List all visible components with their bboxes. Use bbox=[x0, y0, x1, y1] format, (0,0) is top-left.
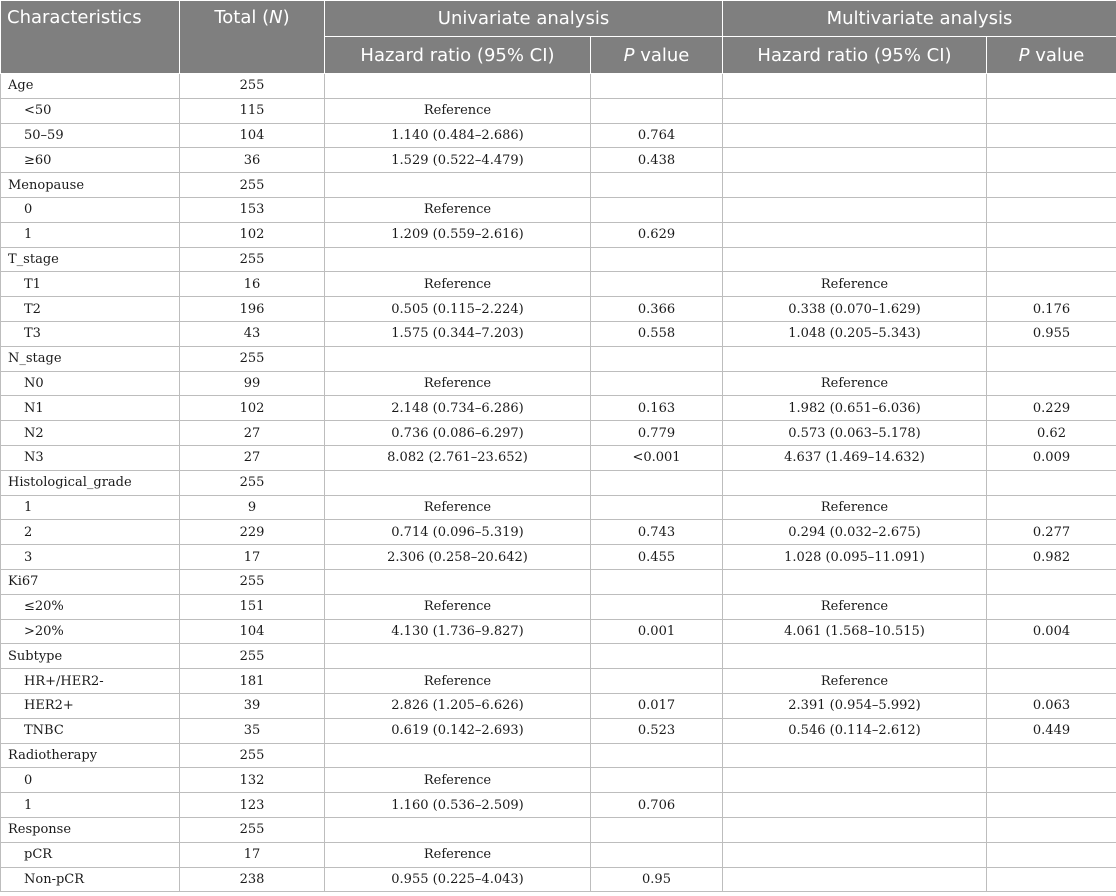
total-cell: 181 bbox=[180, 669, 325, 694]
univariate-p-cell: 0.366 bbox=[591, 297, 723, 322]
row-label: 50–59 bbox=[1, 123, 180, 148]
row-label: N1 bbox=[1, 396, 180, 421]
total-cell: 151 bbox=[180, 594, 325, 619]
row-label: Ki67 bbox=[1, 569, 180, 594]
total-cell: 102 bbox=[180, 396, 325, 421]
univariate-hr-cell: Reference bbox=[325, 197, 591, 222]
total-cell: 27 bbox=[180, 445, 325, 470]
header-univariate: Univariate analysis bbox=[325, 1, 723, 37]
total-cell: 39 bbox=[180, 693, 325, 718]
multivariate-p-cell bbox=[987, 867, 1116, 892]
table-row bbox=[1, 173, 1116, 198]
row-label: 1 bbox=[1, 495, 180, 520]
total-cell: 102 bbox=[180, 222, 325, 247]
multivariate-p-cell bbox=[987, 768, 1116, 793]
row-label: HR+/HER2- bbox=[1, 669, 180, 694]
table-row bbox=[1, 346, 1116, 371]
multivariate-p-cell bbox=[987, 123, 1116, 148]
univariate-p-cell bbox=[591, 371, 723, 396]
total-cell: 229 bbox=[180, 520, 325, 545]
row-label: Subtype bbox=[1, 644, 180, 669]
multivariate-hr-cell bbox=[723, 346, 987, 371]
table-row bbox=[1, 222, 1116, 247]
univariate-hr-cell bbox=[325, 817, 591, 842]
header-multivariate: Multivariate analysis bbox=[723, 1, 1116, 37]
table-row bbox=[1, 98, 1116, 123]
total-cell: 255 bbox=[180, 569, 325, 594]
multivariate-p-cell bbox=[987, 669, 1116, 694]
multivariate-hr-cell bbox=[723, 148, 987, 173]
univariate-hr-cell: Reference bbox=[325, 371, 591, 396]
multivariate-hr-cell bbox=[723, 470, 987, 495]
multivariate-p-cell bbox=[987, 793, 1116, 818]
univariate-p-cell bbox=[591, 74, 723, 99]
multivariate-p-cell bbox=[987, 470, 1116, 495]
multivariate-p-cell: 0.063 bbox=[987, 693, 1116, 718]
row-label: N2 bbox=[1, 421, 180, 446]
table-row bbox=[1, 545, 1116, 570]
multivariate-p-cell bbox=[987, 173, 1116, 198]
table-row bbox=[1, 693, 1116, 718]
row-label: 1 bbox=[1, 793, 180, 818]
univariate-p-cell bbox=[591, 817, 723, 842]
table-row bbox=[1, 247, 1116, 272]
header-uni-hazard-ratio: Hazard ratio (95% CI) bbox=[325, 37, 591, 74]
header-multi-p-value: P value bbox=[987, 37, 1116, 74]
multivariate-p-cell: 0.982 bbox=[987, 545, 1116, 570]
table-row bbox=[1, 321, 1116, 346]
univariate-p-cell: 0.017 bbox=[591, 693, 723, 718]
multivariate-p-cell bbox=[987, 74, 1116, 99]
univariate-p-cell: 0.95 bbox=[591, 867, 723, 892]
row-label: N_stage bbox=[1, 346, 180, 371]
multivariate-hr-cell: Reference bbox=[723, 594, 987, 619]
table-row bbox=[1, 297, 1116, 322]
univariate-hr-cell bbox=[325, 346, 591, 371]
row-label: ≥60 bbox=[1, 148, 180, 173]
multivariate-p-cell: 0.449 bbox=[987, 718, 1116, 743]
multivariate-hr-cell bbox=[723, 768, 987, 793]
table-row bbox=[1, 743, 1116, 768]
multivariate-p-cell bbox=[987, 197, 1116, 222]
total-cell: 255 bbox=[180, 644, 325, 669]
total-cell: 17 bbox=[180, 545, 325, 570]
univariate-p-cell bbox=[591, 247, 723, 272]
multivariate-hr-cell bbox=[723, 222, 987, 247]
row-label: ≤20% bbox=[1, 594, 180, 619]
multivariate-hr-cell: 4.061 (1.568–10.515) bbox=[723, 619, 987, 644]
univariate-p-cell bbox=[591, 644, 723, 669]
univariate-p-cell bbox=[591, 768, 723, 793]
multivariate-hr-cell: Reference bbox=[723, 495, 987, 520]
table-row bbox=[1, 867, 1116, 892]
table-row bbox=[1, 718, 1116, 743]
row-label: T2 bbox=[1, 297, 180, 322]
multivariate-hr-cell bbox=[723, 123, 987, 148]
multivariate-p-cell: 0.176 bbox=[987, 297, 1116, 322]
univariate-p-cell: 0.438 bbox=[591, 148, 723, 173]
multivariate-hr-cell: 4.637 (1.469–14.632) bbox=[723, 445, 987, 470]
row-label: T_stage bbox=[1, 247, 180, 272]
multivariate-hr-cell: Reference bbox=[723, 669, 987, 694]
univariate-hr-cell: Reference bbox=[325, 272, 591, 297]
row-label: TNBC bbox=[1, 718, 180, 743]
univariate-p-cell bbox=[591, 346, 723, 371]
univariate-p-cell: 0.706 bbox=[591, 793, 723, 818]
multivariate-hr-cell bbox=[723, 644, 987, 669]
table-body bbox=[1, 74, 1116, 892]
table-row bbox=[1, 74, 1116, 99]
table-row bbox=[1, 197, 1116, 222]
multivariate-hr-cell bbox=[723, 842, 987, 867]
multivariate-p-cell bbox=[987, 247, 1116, 272]
table-row bbox=[1, 421, 1116, 446]
total-cell: 255 bbox=[180, 346, 325, 371]
multivariate-p-cell bbox=[987, 495, 1116, 520]
table-row bbox=[1, 768, 1116, 793]
univariate-p-cell bbox=[591, 98, 723, 123]
multivariate-p-cell bbox=[987, 743, 1116, 768]
row-label: 0 bbox=[1, 768, 180, 793]
table-row bbox=[1, 396, 1116, 421]
total-cell: 16 bbox=[180, 272, 325, 297]
header-multi-hazard-ratio: Hazard ratio (95% CI) bbox=[723, 37, 987, 74]
row-label: Histological_grade bbox=[1, 470, 180, 495]
multivariate-p-cell bbox=[987, 98, 1116, 123]
table-row bbox=[1, 793, 1116, 818]
multivariate-hr-cell bbox=[723, 247, 987, 272]
total-cell: 27 bbox=[180, 421, 325, 446]
multivariate-p-cell bbox=[987, 594, 1116, 619]
row-label: 2 bbox=[1, 520, 180, 545]
multivariate-hr-cell bbox=[723, 867, 987, 892]
multivariate-hr-cell: 1.048 (0.205–5.343) bbox=[723, 321, 987, 346]
univariate-hr-cell: Reference bbox=[325, 768, 591, 793]
multivariate-hr-cell bbox=[723, 173, 987, 198]
univariate-p-cell: 0.523 bbox=[591, 718, 723, 743]
header-total: Total (N) bbox=[180, 1, 325, 74]
univariate-hr-cell: Reference bbox=[325, 842, 591, 867]
total-cell: 99 bbox=[180, 371, 325, 396]
row-label: pCR bbox=[1, 842, 180, 867]
univariate-p-cell: 0.779 bbox=[591, 421, 723, 446]
multivariate-p-cell bbox=[987, 371, 1116, 396]
table-row bbox=[1, 520, 1116, 545]
table-row bbox=[1, 445, 1116, 470]
multivariate-hr-cell: Reference bbox=[723, 371, 987, 396]
total-cell: 104 bbox=[180, 123, 325, 148]
univariate-p-cell bbox=[591, 669, 723, 694]
row-label: 1 bbox=[1, 222, 180, 247]
univariate-p-cell: 0.163 bbox=[591, 396, 723, 421]
multivariate-p-cell bbox=[987, 222, 1116, 247]
univariate-p-cell bbox=[591, 197, 723, 222]
total-cell: 104 bbox=[180, 619, 325, 644]
total-cell: 123 bbox=[180, 793, 325, 818]
univariate-hr-cell: Reference bbox=[325, 669, 591, 694]
multivariate-hr-cell: 0.338 (0.070–1.629) bbox=[723, 297, 987, 322]
table-row bbox=[1, 123, 1116, 148]
multivariate-hr-cell bbox=[723, 197, 987, 222]
row-label: T1 bbox=[1, 272, 180, 297]
multivariate-p-cell: 0.004 bbox=[987, 619, 1116, 644]
table-row bbox=[1, 619, 1116, 644]
multivariate-hr-cell: 2.391 (0.954–5.992) bbox=[723, 693, 987, 718]
multivariate-p-cell: 0.229 bbox=[987, 396, 1116, 421]
total-cell: 153 bbox=[180, 197, 325, 222]
multivariate-hr-cell bbox=[723, 793, 987, 818]
multivariate-p-cell: 0.955 bbox=[987, 321, 1116, 346]
univariate-p-cell bbox=[591, 173, 723, 198]
univariate-hr-cell bbox=[325, 74, 591, 99]
table-row bbox=[1, 669, 1116, 694]
univariate-hr-cell bbox=[325, 470, 591, 495]
row-label: N3 bbox=[1, 445, 180, 470]
total-cell: 17 bbox=[180, 842, 325, 867]
multivariate-p-cell bbox=[987, 346, 1116, 371]
row-label: T3 bbox=[1, 321, 180, 346]
univariate-hr-cell: 2.826 (1.205–6.626) bbox=[325, 693, 591, 718]
total-cell: 255 bbox=[180, 743, 325, 768]
table-row bbox=[1, 148, 1116, 173]
univariate-hr-cell bbox=[325, 173, 591, 198]
univariate-p-cell: 0.743 bbox=[591, 520, 723, 545]
multivariate-p-cell: 0.009 bbox=[987, 445, 1116, 470]
univariate-p-cell bbox=[591, 743, 723, 768]
multivariate-hr-cell: 0.294 (0.032–2.675) bbox=[723, 520, 987, 545]
univariate-hr-cell bbox=[325, 569, 591, 594]
univariate-hr-cell: 2.306 (0.258–20.642) bbox=[325, 545, 591, 570]
univariate-p-cell bbox=[591, 495, 723, 520]
univariate-hr-cell: 4.130 (1.736–9.827) bbox=[325, 619, 591, 644]
univariate-p-cell bbox=[591, 470, 723, 495]
univariate-hr-cell: 2.148 (0.734–6.286) bbox=[325, 396, 591, 421]
univariate-hr-cell: 0.955 (0.225–4.043) bbox=[325, 867, 591, 892]
univariate-hr-cell: Reference bbox=[325, 98, 591, 123]
multivariate-p-cell bbox=[987, 272, 1116, 297]
table-row bbox=[1, 644, 1116, 669]
univariate-hr-cell: 1.575 (0.344–7.203) bbox=[325, 321, 591, 346]
row-label: Response bbox=[1, 817, 180, 842]
univariate-p-cell: 0.629 bbox=[591, 222, 723, 247]
total-cell: 43 bbox=[180, 321, 325, 346]
multivariate-hr-cell: 0.546 (0.114–2.612) bbox=[723, 718, 987, 743]
total-cell: 115 bbox=[180, 98, 325, 123]
univariate-p-cell: 0.455 bbox=[591, 545, 723, 570]
multivariate-p-cell bbox=[987, 569, 1116, 594]
multivariate-p-cell: 0.62 bbox=[987, 421, 1116, 446]
univariate-hr-cell: 0.619 (0.142–2.693) bbox=[325, 718, 591, 743]
univariate-hr-cell: 1.209 (0.559–2.616) bbox=[325, 222, 591, 247]
header-uni-p-value: P value bbox=[591, 37, 723, 74]
total-cell: 255 bbox=[180, 247, 325, 272]
multivariate-hr-cell bbox=[723, 817, 987, 842]
row-label: N0 bbox=[1, 371, 180, 396]
univariate-hr-cell: 1.160 (0.536–2.509) bbox=[325, 793, 591, 818]
univariate-hr-cell bbox=[325, 644, 591, 669]
total-cell: 196 bbox=[180, 297, 325, 322]
univariate-hr-cell: 8.082 (2.761–23.652) bbox=[325, 445, 591, 470]
univariate-hr-cell bbox=[325, 247, 591, 272]
univariate-p-cell: 0.558 bbox=[591, 321, 723, 346]
row-label: Non-pCR bbox=[1, 867, 180, 892]
table-row bbox=[1, 817, 1116, 842]
multivariate-p-cell bbox=[987, 842, 1116, 867]
table-row bbox=[1, 371, 1116, 396]
univariate-p-cell: <0.001 bbox=[591, 445, 723, 470]
table-row bbox=[1, 594, 1116, 619]
total-cell: 255 bbox=[180, 173, 325, 198]
total-cell: 255 bbox=[180, 74, 325, 99]
table-row bbox=[1, 272, 1116, 297]
header-characteristics: Characteristics bbox=[1, 1, 180, 74]
univariate-p-cell: 0.001 bbox=[591, 619, 723, 644]
multivariate-hr-cell: 1.028 (0.095–11.091) bbox=[723, 545, 987, 570]
total-cell: 35 bbox=[180, 718, 325, 743]
univariate-hr-cell: 0.714 (0.096–5.319) bbox=[325, 520, 591, 545]
univariate-hr-cell: 1.529 (0.522–4.479) bbox=[325, 148, 591, 173]
multivariate-hr-cell bbox=[723, 743, 987, 768]
multivariate-hr-cell: 0.573 (0.063–5.178) bbox=[723, 421, 987, 446]
univariate-hr-cell: Reference bbox=[325, 495, 591, 520]
multivariate-p-cell bbox=[987, 148, 1116, 173]
table-row bbox=[1, 470, 1116, 495]
table-row bbox=[1, 569, 1116, 594]
multivariate-hr-cell: 1.982 (0.651–6.036) bbox=[723, 396, 987, 421]
total-cell: 9 bbox=[180, 495, 325, 520]
row-label: 3 bbox=[1, 545, 180, 570]
univariate-hr-cell: Reference bbox=[325, 594, 591, 619]
total-cell: 238 bbox=[180, 867, 325, 892]
multivariate-hr-cell bbox=[723, 98, 987, 123]
univariate-p-cell bbox=[591, 569, 723, 594]
total-cell: 255 bbox=[180, 470, 325, 495]
univariate-p-cell bbox=[591, 272, 723, 297]
univariate-hr-cell: 0.505 (0.115–2.224) bbox=[325, 297, 591, 322]
multivariate-p-cell bbox=[987, 817, 1116, 842]
total-cell: 132 bbox=[180, 768, 325, 793]
row-label: Radiotherapy bbox=[1, 743, 180, 768]
row-label: <50 bbox=[1, 98, 180, 123]
multivariate-p-cell: 0.277 bbox=[987, 520, 1116, 545]
row-label: HER2+ bbox=[1, 693, 180, 718]
total-cell: 36 bbox=[180, 148, 325, 173]
multivariate-hr-cell bbox=[723, 569, 987, 594]
multivariate-p-cell bbox=[987, 644, 1116, 669]
multivariate-hr-cell: Reference bbox=[723, 272, 987, 297]
row-label: Age bbox=[1, 74, 180, 99]
table-header bbox=[1, 1, 1116, 74]
univariate-p-cell bbox=[591, 842, 723, 867]
total-cell: 255 bbox=[180, 817, 325, 842]
multivariate-hr-cell bbox=[723, 74, 987, 99]
univariate-hr-cell bbox=[325, 743, 591, 768]
row-label: Menopause bbox=[1, 173, 180, 198]
row-label: >20% bbox=[1, 619, 180, 644]
univariate-hr-cell: 1.140 (0.484–2.686) bbox=[325, 123, 591, 148]
row-label: 0 bbox=[1, 197, 180, 222]
univariate-p-cell bbox=[591, 594, 723, 619]
univariate-hr-cell: 0.736 (0.086–6.297) bbox=[325, 421, 591, 446]
univariate-p-cell: 0.764 bbox=[591, 123, 723, 148]
table-row bbox=[1, 495, 1116, 520]
table-row bbox=[1, 842, 1116, 867]
